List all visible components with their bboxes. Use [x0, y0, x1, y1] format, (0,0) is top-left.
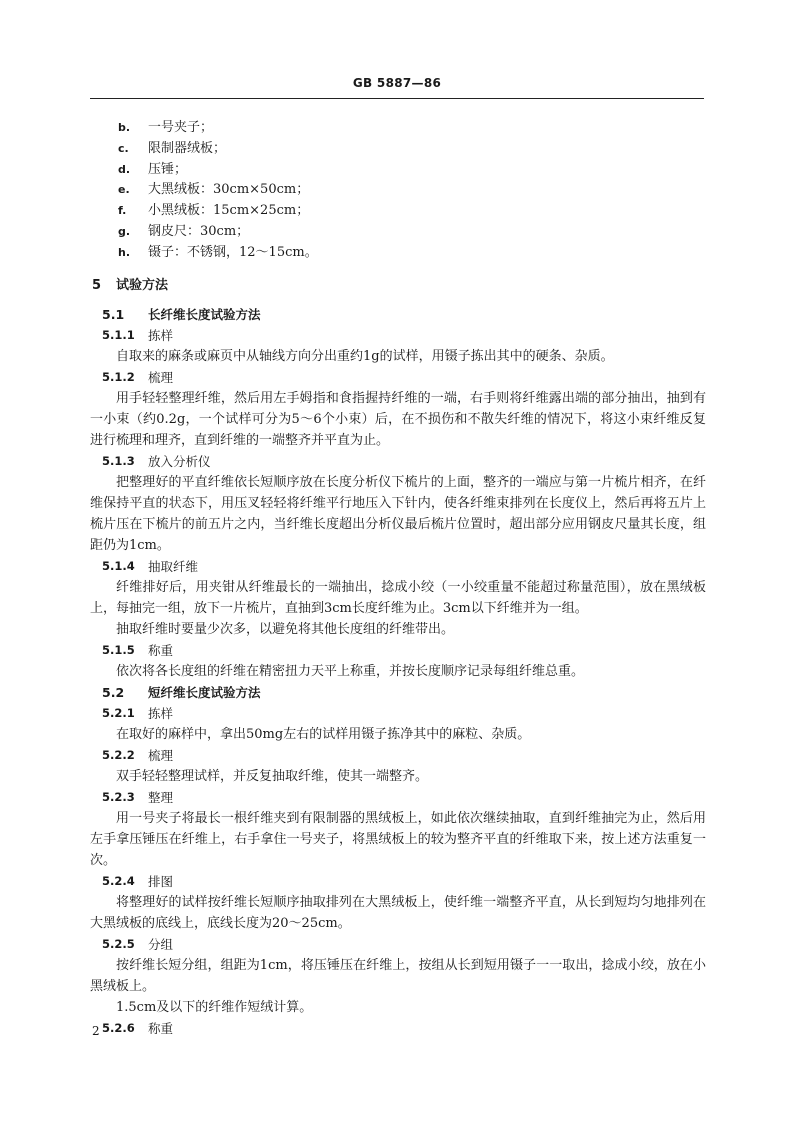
list-item-label: h. [118, 245, 131, 259]
subsection-heading [90, 304, 706, 325]
list-item-label: g. [118, 224, 131, 238]
section-title: 梳理 [148, 370, 174, 385]
list-item [118, 160, 678, 181]
list-item-text: 压锤； [148, 161, 188, 177]
section-number: 5.2.1 [102, 706, 135, 720]
section-number: 5.2 [102, 685, 125, 700]
list-item [118, 118, 678, 139]
header-divider [90, 98, 704, 99]
section-title: 试验方法 [116, 278, 169, 293]
section-title: 拣样 [148, 328, 174, 343]
clause-heading [90, 703, 706, 724]
list-item [118, 201, 678, 222]
list-item-text: 钢皮尺：30cm； [148, 223, 250, 239]
section-number: 5.2.5 [102, 937, 135, 951]
clause-heading [90, 556, 706, 577]
section-number: 5.2.2 [102, 748, 135, 762]
section-number: 5.1.2 [102, 370, 135, 384]
list-item [118, 243, 678, 264]
section-title: 整理 [148, 790, 174, 805]
section-title: 抽取纤维 [148, 559, 199, 574]
list-item [118, 139, 678, 160]
list-item-text: 镊子：不锈钢，12～15cm。 [148, 244, 318, 260]
subsection-heading [90, 682, 706, 703]
section-title: 称重 [148, 1021, 174, 1036]
list-item-text: 一号夹子； [148, 120, 214, 135]
section-number: 5.1.4 [102, 559, 135, 573]
paragraph: 自取来的麻条或麻页中从轴线方向分出重约1g的试样，用镊子拣出其中的硬条、杂质。 [116, 349, 614, 364]
list-item-label: f. [118, 204, 127, 218]
section-title: 长纤维长度试验方法 [148, 307, 261, 322]
section-number: 5.1.5 [102, 643, 135, 657]
paragraph: 把整理好的平直纤维依长短顺序放在长度分析仪下梳片的上面，整齐的一端应与第一片梳片相齐，在纤维保持平直的状态下，用压叉轻轻将纤维平行地压入下针内，使各纤维束排列在长度仪上，然后再将五片上梳片压在下梳片的前五片之内，当纤维长度超出分析仪最后梳片位置时，超出部分应用钢皮尺量其长度，组距仍为1cm。 [90, 475, 706, 553]
list-item-text: 大黑绒板：30cm×50cm； [148, 182, 310, 198]
section-number: 5.2.3 [102, 790, 135, 804]
page-number: 2 [92, 1024, 100, 1038]
clause-heading [90, 325, 706, 346]
section-title: 排图 [148, 874, 174, 889]
section-heading [90, 275, 706, 297]
section-title: 放入分析仪 [148, 454, 211, 469]
paragraph: 依次将各长度组的纤维在精密扭力天平上称重，并按长度顺序记录每组纤维总重。 [116, 664, 585, 679]
list-item-text: 小黑绒板：15cm×25cm； [148, 203, 310, 219]
list-item [118, 222, 678, 243]
clause-heading [90, 787, 706, 808]
section-number: 5.1 [102, 307, 125, 322]
paragraph: 双手轻轻整理试样，并反复抽取纤维，使其一端整齐。 [116, 769, 429, 784]
list-item [118, 180, 678, 201]
section-number: 5.1.1 [102, 328, 135, 342]
section-title: 称重 [148, 643, 174, 658]
list-item-label: c. [118, 141, 129, 155]
section-title: 短纤维长度试验方法 [148, 685, 261, 700]
section-number: 5.1.3 [102, 454, 135, 468]
paragraph: 在取好的麻样中，拿出50mg左右的试样用镊子拣净其中的麻粒、杂质。 [116, 727, 531, 742]
clause-heading [90, 640, 706, 661]
list-item-label: e. [118, 183, 130, 197]
section-number: 5.2.4 [102, 874, 135, 888]
paragraph: 纤维排好后，用夹钳从纤维最长的一端抽出，捻成小绞（一小绞重量不能超过称量范围），放在黑绒板上，每抽完一组，放下一片梳片，直抽到3cm长度纤维为止。3cm以下纤维并为一组。 [90, 580, 706, 616]
section-number: 5 [92, 278, 102, 293]
paragraph: 按纤维长短分组，组距为1cm，将压锤压在纤维上，按组从长到短用镊子一一取出，捻成小绞，放在小黑绒板上。 [90, 958, 706, 994]
section-title: 拣样 [148, 706, 174, 721]
equipment-list [118, 118, 678, 264]
standard-code-header: GB 5887—86 [352, 76, 442, 90]
clause-heading [90, 451, 706, 472]
paragraph: 1.5cm及以下的纤维作短绒计算。 [116, 1000, 313, 1015]
section-number: 5.2.6 [102, 1021, 135, 1035]
list-item-text: 限制器绒板； [148, 140, 227, 156]
section-title: 分组 [148, 937, 174, 952]
clause-heading [90, 934, 706, 955]
paragraph: 用一号夹子将最长一根纤维夹到有限制器的黑绒板上，如此依次继续抽取，直到纤维抽完为止，然后用左手拿压锤压在纤维上，右手拿住一号夹子，将黑绒板上的较为整齐平直的纤维取下来，按上述方法重复一次。 [90, 811, 706, 868]
paragraph: 将整理好的试样按纤维长短顺序抽取排列在大黑绒板上，使纤维一端整齐平直，从长到短均匀地排列在大黑绒板的底线上，底线长度为20～25cm。 [90, 895, 706, 931]
paragraph: 用手轻轻整理纤维，然后用左手姆指和食指握持纤维的一端，右手则将纤维露出端的部分抽出，抽到有一小束（约0.2g，一个试样可分为5～6个小束）后，在不损伤和不散失纤维的情况下，将这小束纤维反复进行梳理和理齐，直到纤维的一端整齐并平直为止。 [90, 391, 706, 448]
clause-heading [90, 871, 706, 892]
paragraph: 抽取纤维时要量少次多，以避免将其他长度组的纤维带出。 [116, 622, 455, 637]
clause-heading [90, 1018, 706, 1039]
clause-heading [90, 367, 706, 388]
section-title: 梳理 [148, 748, 174, 763]
clause-heading [90, 745, 706, 766]
list-item-label: d. [118, 162, 131, 176]
document-body [90, 275, 706, 1039]
list-item-label: b. [118, 121, 131, 134]
